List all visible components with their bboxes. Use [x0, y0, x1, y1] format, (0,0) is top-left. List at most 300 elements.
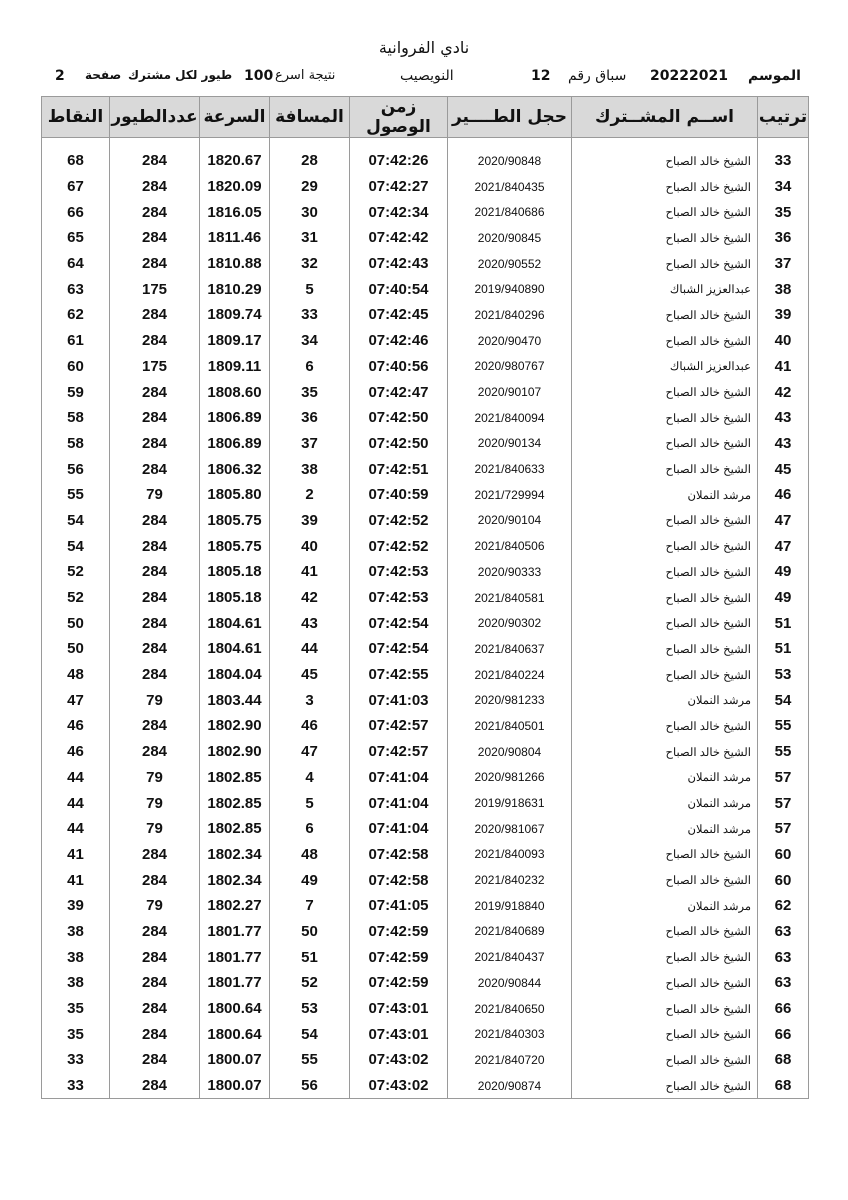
points-cell: 41: [42, 842, 110, 868]
distance-cell: 51: [270, 944, 350, 970]
ring-cell: 2020/90804: [448, 739, 572, 765]
distance-cell: 44: [270, 636, 350, 662]
rank-cell: 34: [758, 174, 809, 200]
season-label: الموسم: [748, 68, 801, 84]
club-title: نادي الفروانية: [378, 38, 470, 57]
points-cell: 50: [42, 636, 110, 662]
speed-cell: 1801.77: [200, 919, 270, 945]
birds-cell: 284: [110, 1073, 200, 1099]
time-cell: 07:42:45: [350, 302, 448, 328]
name-cell: الشيخ خالد الصباح: [572, 559, 758, 585]
distance-cell: 37: [270, 431, 350, 457]
time-cell: 07:43:01: [350, 1021, 448, 1047]
distance-cell: 54: [270, 1021, 350, 1047]
name-cell: الشيخ خالد الصباح: [572, 739, 758, 765]
points-cell: 60: [42, 354, 110, 380]
table-row: [42, 251, 809, 277]
ring-cell: 2021/840501: [448, 713, 572, 739]
distance-cell: 45: [270, 662, 350, 688]
birds-cell: 284: [110, 533, 200, 559]
ring-cell: 2020/90848: [448, 148, 572, 174]
ring-cell: 2021/840435: [448, 174, 572, 200]
birds-cell: 284: [110, 199, 200, 225]
points-cell: 63: [42, 276, 110, 302]
table-row: [42, 636, 809, 662]
distance-cell: 33: [270, 302, 350, 328]
name-cell: عبدالعزيز الشباك: [572, 276, 758, 302]
time-cell: 07:41:04: [350, 816, 448, 842]
speed-cell: 1804.61: [200, 610, 270, 636]
points-cell: 35: [42, 996, 110, 1022]
ring-cell: 2019/940890: [448, 276, 572, 302]
birds-cell: 284: [110, 919, 200, 945]
speed-cell: 1802.34: [200, 867, 270, 893]
result-count: 100: [244, 68, 274, 84]
birds-cell: 79: [110, 765, 200, 791]
time-cell: 07:43:02: [350, 1073, 448, 1099]
ring-cell: 2021/840506: [448, 533, 572, 559]
ring-cell: 2021/840581: [448, 585, 572, 611]
distance-cell: 5: [270, 276, 350, 302]
name-cell: الشيخ خالد الصباح: [572, 508, 758, 534]
distance-cell: 49: [270, 867, 350, 893]
time-cell: 07:42:46: [350, 328, 448, 354]
table-row: [42, 610, 809, 636]
ring-cell: 2021/840633: [448, 456, 572, 482]
time-cell: 07:40:54: [350, 276, 448, 302]
distance-cell: 28: [270, 148, 350, 174]
ring-cell: 2020/90845: [448, 225, 572, 251]
rank-cell: 38: [758, 276, 809, 302]
ring-cell: 2020/90552: [448, 251, 572, 277]
distance-cell: 38: [270, 456, 350, 482]
time-cell: 07:42:52: [350, 508, 448, 534]
speed-cell: 1802.85: [200, 790, 270, 816]
result-label: نتيجة اسرع: [275, 68, 336, 83]
speed-cell: 1805.18: [200, 585, 270, 611]
distance-cell: 36: [270, 405, 350, 431]
distance-cell: 41: [270, 559, 350, 585]
distance-cell: 42: [270, 585, 350, 611]
distance-cell: 50: [270, 919, 350, 945]
table-row: [42, 919, 809, 945]
birds-cell: 284: [110, 148, 200, 174]
distance-cell: 56: [270, 1073, 350, 1099]
name-cell: الشيخ خالد الصباح: [572, 636, 758, 662]
ring-cell: 2021/840093: [448, 842, 572, 868]
birds-cell: 79: [110, 790, 200, 816]
birds-cell: 284: [110, 944, 200, 970]
speed-cell: 1802.85: [200, 765, 270, 791]
rank-cell: 33: [758, 148, 809, 174]
page-number: 2: [55, 68, 65, 84]
points-cell: 33: [42, 1047, 110, 1073]
points-cell: 41: [42, 867, 110, 893]
time-cell: 07:42:59: [350, 970, 448, 996]
time-cell: 07:42:57: [350, 739, 448, 765]
rank-cell: 57: [758, 790, 809, 816]
table-row: [42, 662, 809, 688]
ring-cell: 2021/840720: [448, 1047, 572, 1073]
table-row: [42, 328, 809, 354]
birds-cell: 284: [110, 713, 200, 739]
table-row: [42, 739, 809, 765]
birds-cell: 79: [110, 893, 200, 919]
speed-cell: 1800.64: [200, 996, 270, 1022]
name-cell: الشيخ خالد الصباح: [572, 970, 758, 996]
name-cell: الشيخ خالد الصباح: [572, 1021, 758, 1047]
distance-cell: 39: [270, 508, 350, 534]
points-cell: 66: [42, 199, 110, 225]
table-row: [42, 276, 809, 302]
rank-cell: 45: [758, 456, 809, 482]
speed-cell: 1800.07: [200, 1073, 270, 1099]
race-number: 12: [531, 68, 551, 84]
birds-cell: 284: [110, 174, 200, 200]
speed-cell: 1809.17: [200, 328, 270, 354]
birds-cell: 284: [110, 970, 200, 996]
points-cell: 46: [42, 739, 110, 765]
ring-cell: 2019/918631: [448, 790, 572, 816]
ring-cell: 2021/840689: [448, 919, 572, 945]
rank-cell: 55: [758, 713, 809, 739]
speed-cell: 1806.89: [200, 405, 270, 431]
time-cell: 07:41:04: [350, 790, 448, 816]
table-row: [42, 354, 809, 380]
name-cell: الشيخ خالد الصباح: [572, 1047, 758, 1073]
speed-cell: 1805.80: [200, 482, 270, 508]
points-cell: 38: [42, 919, 110, 945]
distance-cell: 7: [270, 893, 350, 919]
points-cell: 44: [42, 765, 110, 791]
points-cell: 55: [42, 482, 110, 508]
speed-cell: 1809.74: [200, 302, 270, 328]
rank-cell: 63: [758, 919, 809, 945]
speed-cell: 1809.11: [200, 354, 270, 380]
points-cell: 44: [42, 790, 110, 816]
name-cell: الشيخ خالد الصباح: [572, 328, 758, 354]
distance-cell: 53: [270, 996, 350, 1022]
points-cell: 58: [42, 431, 110, 457]
table-row: [42, 302, 809, 328]
time-cell: 07:42:34: [350, 199, 448, 225]
time-cell: 07:42:52: [350, 533, 448, 559]
speed-cell: 1802.27: [200, 893, 270, 919]
points-cell: 61: [42, 328, 110, 354]
speed-cell: 1816.05: [200, 199, 270, 225]
table-row: [42, 508, 809, 534]
time-cell: 07:42:42: [350, 225, 448, 251]
birds-cell: 284: [110, 559, 200, 585]
rank-cell: 49: [758, 585, 809, 611]
speed-cell: 1810.29: [200, 276, 270, 302]
birds-cell: 284: [110, 636, 200, 662]
time-cell: 07:42:58: [350, 867, 448, 893]
rank-cell: 63: [758, 970, 809, 996]
name-cell: مرشد النملان: [572, 893, 758, 919]
table-row: [42, 225, 809, 251]
points-cell: 50: [42, 610, 110, 636]
time-cell: 07:42:43: [350, 251, 448, 277]
points-cell: 47: [42, 687, 110, 713]
distance-cell: 5: [270, 790, 350, 816]
birds-cell: 284: [110, 739, 200, 765]
birds-cell: 284: [110, 302, 200, 328]
name-cell: الشيخ خالد الصباح: [572, 713, 758, 739]
points-cell: 56: [42, 456, 110, 482]
birds-cell: 284: [110, 842, 200, 868]
time-cell: 07:42:53: [350, 559, 448, 585]
time-cell: 07:40:59: [350, 482, 448, 508]
name-cell: الشيخ خالد الصباح: [572, 251, 758, 277]
rank-cell: 66: [758, 996, 809, 1022]
col-points-header: النقاط: [42, 97, 110, 138]
speed-cell: 1802.34: [200, 842, 270, 868]
rank-cell: 51: [758, 610, 809, 636]
name-cell: الشيخ خالد الصباح: [572, 1073, 758, 1099]
distance-cell: 48: [270, 842, 350, 868]
col-speed-header: السرعة: [200, 97, 270, 138]
ring-cell: 2021/729994: [448, 482, 572, 508]
time-cell: 07:42:50: [350, 405, 448, 431]
birds-cell: 79: [110, 816, 200, 842]
birds-cell: 284: [110, 225, 200, 251]
table-row: [42, 765, 809, 791]
birds-cell: 284: [110, 508, 200, 534]
rank-cell: 43: [758, 405, 809, 431]
speed-cell: 1810.88: [200, 251, 270, 277]
table-spacer: [42, 138, 809, 149]
distance-cell: 40: [270, 533, 350, 559]
rank-cell: 57: [758, 816, 809, 842]
speed-cell: 1800.07: [200, 1047, 270, 1073]
rank-cell: 51: [758, 636, 809, 662]
birds-cell: 284: [110, 456, 200, 482]
rank-cell: 46: [758, 482, 809, 508]
birds-cell: 79: [110, 687, 200, 713]
time-cell: 07:42:47: [350, 379, 448, 405]
ring-cell: 2021/840094: [448, 405, 572, 431]
points-cell: 59: [42, 379, 110, 405]
speed-cell: 1801.77: [200, 970, 270, 996]
time-cell: 07:42:27: [350, 174, 448, 200]
distance-cell: 29: [270, 174, 350, 200]
ring-cell: 2020/90844: [448, 970, 572, 996]
race-label: سباق رقم: [568, 68, 627, 84]
rank-cell: 60: [758, 842, 809, 868]
name-cell: الشيخ خالد الصباح: [572, 405, 758, 431]
table-row: [42, 585, 809, 611]
distance-cell: 6: [270, 816, 350, 842]
distance-cell: 34: [270, 328, 350, 354]
rank-cell: 42: [758, 379, 809, 405]
speed-cell: 1806.89: [200, 431, 270, 457]
speed-cell: 1801.77: [200, 944, 270, 970]
points-cell: 52: [42, 559, 110, 585]
name-cell: مرشد النملان: [572, 482, 758, 508]
table-row: [42, 482, 809, 508]
speed-cell: 1804.04: [200, 662, 270, 688]
time-cell: 07:43:02: [350, 1047, 448, 1073]
ring-cell: 2020/981067: [448, 816, 572, 842]
page-label: صفحة: [85, 68, 122, 82]
points-cell: 54: [42, 508, 110, 534]
table-row: [42, 559, 809, 585]
name-cell: مرشد النملان: [572, 816, 758, 842]
birds-cell: 175: [110, 354, 200, 380]
table-row: [42, 970, 809, 996]
race-header: [0, 68, 848, 92]
ring-cell: 2021/840686: [448, 199, 572, 225]
table-row: [42, 431, 809, 457]
ring-cell: 2020/90104: [448, 508, 572, 534]
time-cell: 07:42:57: [350, 713, 448, 739]
rank-cell: 60: [758, 867, 809, 893]
table-row: [42, 199, 809, 225]
rank-cell: 47: [758, 508, 809, 534]
distance-cell: 55: [270, 1047, 350, 1073]
table-row: [42, 687, 809, 713]
rank-cell: 40: [758, 328, 809, 354]
ring-cell: 2020/980767: [448, 354, 572, 380]
distance-cell: 52: [270, 970, 350, 996]
time-cell: 07:42:51: [350, 456, 448, 482]
distance-cell: 6: [270, 354, 350, 380]
distance-cell: 46: [270, 713, 350, 739]
name-cell: الشيخ خالد الصباح: [572, 867, 758, 893]
time-cell: 07:41:05: [350, 893, 448, 919]
per-member-label: طيور لكل مشترك: [128, 68, 233, 82]
table-row: [42, 533, 809, 559]
time-cell: 07:42:50: [350, 431, 448, 457]
rank-cell: 43: [758, 431, 809, 457]
ring-cell: 2020/90107: [448, 379, 572, 405]
table-row: [42, 1021, 809, 1047]
table-row: [42, 1073, 809, 1099]
speed-cell: 1802.90: [200, 739, 270, 765]
table-row: [42, 790, 809, 816]
points-cell: 58: [42, 405, 110, 431]
results-table: [41, 96, 809, 1099]
name-cell: الشيخ خالد الصباح: [572, 533, 758, 559]
points-cell: 52: [42, 585, 110, 611]
name-cell: الشيخ خالد الصباح: [572, 302, 758, 328]
distance-cell: 3: [270, 687, 350, 713]
table-row: [42, 148, 809, 174]
points-cell: 68: [42, 148, 110, 174]
birds-cell: 284: [110, 867, 200, 893]
rank-cell: 39: [758, 302, 809, 328]
ring-cell: 2020/90874: [448, 1073, 572, 1099]
rank-cell: 68: [758, 1073, 809, 1099]
rank-cell: 49: [758, 559, 809, 585]
speed-cell: 1802.85: [200, 816, 270, 842]
col-distance-header: المسافة: [270, 97, 350, 138]
speed-cell: 1820.09: [200, 174, 270, 200]
rank-cell: 36: [758, 225, 809, 251]
col-time-header: زمن الوصول: [350, 97, 448, 138]
col-rank-header: ترتيب: [758, 97, 809, 138]
table-row: [42, 713, 809, 739]
name-cell: مرشد النملان: [572, 687, 758, 713]
birds-cell: 284: [110, 1021, 200, 1047]
speed-cell: 1808.60: [200, 379, 270, 405]
birds-cell: 79: [110, 482, 200, 508]
distance-cell: 30: [270, 199, 350, 225]
rank-cell: 55: [758, 739, 809, 765]
rank-cell: 57: [758, 765, 809, 791]
table-row: [42, 867, 809, 893]
points-cell: 62: [42, 302, 110, 328]
time-cell: 07:42:54: [350, 610, 448, 636]
table-row: [42, 456, 809, 482]
rank-cell: 53: [758, 662, 809, 688]
birds-cell: 284: [110, 251, 200, 277]
distance-cell: 31: [270, 225, 350, 251]
speed-cell: 1805.75: [200, 508, 270, 534]
distance-cell: 47: [270, 739, 350, 765]
ring-cell: 2021/840303: [448, 1021, 572, 1047]
rank-cell: 54: [758, 687, 809, 713]
ring-cell: 2021/840232: [448, 867, 572, 893]
ring-cell: 2020/90302: [448, 610, 572, 636]
name-cell: الشيخ خالد الصباح: [572, 225, 758, 251]
season-value: 20222021: [650, 68, 728, 84]
speed-cell: 1811.46: [200, 225, 270, 251]
speed-cell: 1802.90: [200, 713, 270, 739]
birds-cell: 284: [110, 431, 200, 457]
rank-cell: 37: [758, 251, 809, 277]
ring-cell: 2020/981266: [448, 765, 572, 791]
col-birds-header: عددالطيور: [110, 97, 200, 138]
table-header-row: [42, 97, 809, 138]
name-cell: الشيخ خالد الصباح: [572, 199, 758, 225]
time-cell: 07:41:03: [350, 687, 448, 713]
distance-cell: 4: [270, 765, 350, 791]
points-cell: 38: [42, 944, 110, 970]
ring-cell: 2019/918840: [448, 893, 572, 919]
table-row: [42, 842, 809, 868]
speed-cell: 1820.67: [200, 148, 270, 174]
points-cell: 39: [42, 893, 110, 919]
rank-cell: 35: [758, 199, 809, 225]
table-row: [42, 1047, 809, 1073]
time-cell: 07:42:53: [350, 585, 448, 611]
time-cell: 07:42:58: [350, 842, 448, 868]
name-cell: الشيخ خالد الصباح: [572, 431, 758, 457]
rank-cell: 62: [758, 893, 809, 919]
col-ring-header: حجل الطــــير: [448, 97, 572, 138]
col-name-header: اســم المشــترك: [572, 97, 758, 138]
distance-cell: 43: [270, 610, 350, 636]
time-cell: 07:42:59: [350, 944, 448, 970]
birds-cell: 284: [110, 662, 200, 688]
name-cell: الشيخ خالد الصباح: [572, 996, 758, 1022]
table-row: [42, 893, 809, 919]
points-cell: 38: [42, 970, 110, 996]
time-cell: 07:40:56: [350, 354, 448, 380]
ring-cell: 2021/840650: [448, 996, 572, 1022]
rank-cell: 66: [758, 1021, 809, 1047]
speed-cell: 1805.75: [200, 533, 270, 559]
points-cell: 44: [42, 816, 110, 842]
distance-cell: 2: [270, 482, 350, 508]
rank-cell: 41: [758, 354, 809, 380]
name-cell: الشيخ خالد الصباح: [572, 662, 758, 688]
ring-cell: 2021/840437: [448, 944, 572, 970]
rank-cell: 47: [758, 533, 809, 559]
table-row: [42, 996, 809, 1022]
